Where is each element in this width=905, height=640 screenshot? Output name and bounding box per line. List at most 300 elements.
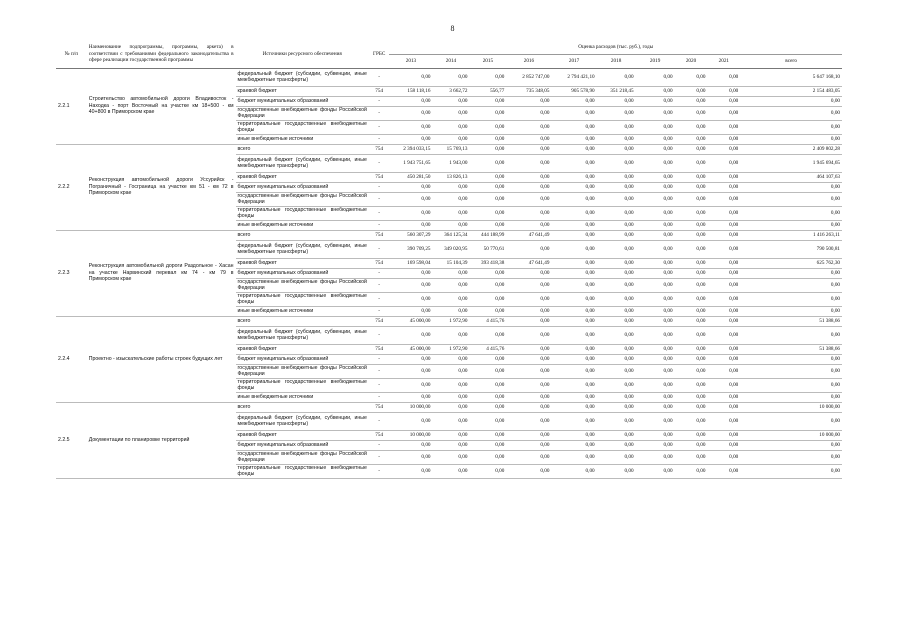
year-value: 0,00	[675, 392, 708, 402]
year-value: 0,00	[675, 86, 708, 96]
year-value: 0,00	[597, 440, 636, 450]
year-value: 0,00	[597, 450, 636, 464]
total-value: 2 154 483,05	[740, 86, 842, 96]
grbs-code: 754	[369, 86, 390, 96]
year-value: 1 943,00	[433, 154, 470, 172]
year-value: 0,00	[636, 344, 675, 354]
total-value: 1 416 263,11	[740, 230, 842, 240]
year-value: 0,00	[675, 278, 708, 292]
year-value: 0,00	[707, 412, 740, 430]
year-value: 0,00	[506, 192, 551, 206]
year-value: 0,00	[551, 258, 596, 268]
year-value: 349 020,95	[433, 240, 470, 258]
grbs-code: -	[369, 96, 390, 106]
grbs-code: -	[369, 120, 390, 134]
year-value: 0,00	[636, 450, 675, 464]
year-value: 0,00	[675, 364, 708, 378]
year-value: 0,00	[675, 230, 708, 240]
year-value: 0,00	[433, 378, 470, 392]
funding-source: федеральный бюджет (субсидии, субвенции, иные межбюджетные трансферты)	[236, 240, 369, 258]
year-value: 0,00	[433, 430, 470, 440]
total-value: 0,00	[740, 96, 842, 106]
year-value: 0,00	[551, 278, 596, 292]
col-no-header: № п/п	[56, 40, 87, 68]
total-value: 0,00	[740, 450, 842, 464]
year-value: 0,00	[675, 68, 708, 86]
year-value: 0,00	[597, 430, 636, 440]
year-value: 0,00	[675, 354, 708, 364]
year-value: 0,00	[551, 402, 596, 412]
year-value: 0,00	[636, 378, 675, 392]
year-value: 0,00	[551, 120, 596, 134]
activity-name: Проектно - изыскательские работы строек будущих лет	[87, 316, 236, 402]
grbs-code: -	[369, 220, 390, 230]
year-value: 0,00	[675, 144, 708, 154]
year-value: 0,00	[506, 172, 551, 182]
grbs-code: 754	[369, 258, 390, 268]
year-value: 0,00	[506, 96, 551, 106]
grbs-code: -	[369, 134, 390, 144]
year-value: 0,00	[469, 464, 506, 478]
year-value: 0,00	[636, 392, 675, 402]
total-value: 51 388,66	[740, 344, 842, 354]
activity-name: Реконструкция автомобильной дороги Уссурийск - Пограничный - Госграница на участке км 51 - км 72 в Приморском крае	[87, 144, 236, 230]
year-value: 0,00	[636, 86, 675, 96]
funding-source: всего	[236, 230, 369, 240]
year-value: 0,00	[433, 464, 470, 478]
funding-source: бюджет муниципальных образований	[236, 182, 369, 192]
year-value: 1 943 751,65	[389, 154, 432, 172]
year-value: 0,00	[551, 430, 596, 440]
year-value: 0,00	[636, 182, 675, 192]
year-value: 0,00	[469, 440, 506, 450]
year-value: 0,00	[389, 192, 432, 206]
year-value: 0,00	[551, 192, 596, 206]
activity-name: Реконструкция автомобильной дороги Раздольное - Хасан на участке Нарвинский перевал км 74 - км 79 в Приморском крае	[87, 230, 236, 316]
funding-source: краевой бюджет	[236, 258, 369, 268]
year-value: 0,00	[469, 192, 506, 206]
year-value: 0,00	[506, 306, 551, 316]
total-value: 0,00	[740, 192, 842, 206]
grbs-code: -	[369, 240, 390, 258]
year-value: 0,00	[469, 392, 506, 402]
year-value: 4 415,76	[469, 344, 506, 354]
year-value: 0,00	[707, 106, 740, 120]
year-value: 0,00	[506, 120, 551, 134]
year-value: 0,00	[433, 412, 470, 430]
year-value: 0,00	[707, 68, 740, 86]
funding-source: территориальные государственные внебюджетные фонды	[237, 464, 367, 477]
year-value: 0,00	[506, 182, 551, 192]
row-number: 2.2.2	[56, 144, 87, 230]
year-value: 13 826,13	[433, 172, 470, 182]
year-value: 0,00	[551, 134, 596, 144]
funding-source: всего	[236, 316, 369, 326]
year-value: 0,00	[389, 392, 432, 402]
year-value: 0,00	[636, 106, 675, 120]
funding-source: государственные внебюджетные фонды Российской Федерации	[237, 192, 367, 205]
year-value: 0,00	[469, 220, 506, 230]
year-value: 0,00	[597, 354, 636, 364]
year-value: 0,00	[636, 220, 675, 230]
year-value: 0,00	[675, 344, 708, 354]
year-value: 0,00	[597, 68, 636, 86]
year-value: 0,00	[707, 316, 740, 326]
year-value: 0,00	[675, 134, 708, 144]
total-value: 0,00	[740, 120, 842, 134]
year-value: 0,00	[433, 206, 470, 220]
total-value: 51 388,66	[740, 316, 842, 326]
year-value: 0,00	[675, 268, 708, 278]
year-value: 0,00	[506, 206, 551, 220]
year-value: 0,00	[469, 364, 506, 378]
year-value: 0,00	[597, 344, 636, 354]
year-value: 0,00	[636, 68, 675, 86]
year-value: 0,00	[597, 206, 636, 220]
year-value: 0,00	[597, 402, 636, 412]
year-value: 0,00	[707, 278, 740, 292]
funding-source: территориальные государственные внебюджетные фонды	[237, 292, 367, 305]
year-value: 393 418,38	[469, 258, 506, 268]
year-value: 0,00	[636, 240, 675, 258]
year-value: 0,00	[675, 326, 708, 344]
funding-source: федеральный бюджет (субсидии, субвенции, иные межбюджетные трансферты)	[236, 326, 369, 344]
year-value: 0,00	[707, 440, 740, 450]
year-value: 0,00	[469, 106, 506, 120]
year-header-9: всего	[740, 54, 842, 68]
year-value: 50 770,61	[469, 240, 506, 258]
total-value: 0,00	[740, 278, 842, 292]
grbs-code: 754	[369, 172, 390, 182]
year-value: 0,00	[551, 230, 596, 240]
col-grbs-header: ГРБС	[369, 40, 390, 68]
year-value: 0,00	[636, 96, 675, 106]
year-value: 0,00	[469, 268, 506, 278]
grbs-code: -	[369, 154, 390, 172]
year-value: 0,00	[675, 378, 708, 392]
funding-source: бюджет муниципальных образований	[236, 440, 369, 450]
year-value: 0,00	[597, 278, 636, 292]
grbs-code: -	[369, 364, 390, 378]
row-number: 2.2.3	[56, 230, 87, 316]
year-value: 0,00	[636, 292, 675, 306]
funding-source: бюджет муниципальных образований	[236, 354, 369, 364]
year-value: 0,00	[636, 326, 675, 344]
total-value: 10 000,00	[740, 402, 842, 412]
year-value: 0,00	[551, 392, 596, 402]
year-header-5: 2018	[597, 54, 636, 68]
total-value: 0,00	[740, 326, 842, 344]
funding-source: территориальные государственные внебюджетные фонды	[237, 206, 367, 219]
year-value: 0,00	[636, 412, 675, 430]
funding-source: федеральный бюджет (субсидии, субвенции, иные межбюджетные трансферты)	[236, 412, 369, 430]
year-header-1: 2014	[433, 54, 470, 68]
funding-source: федеральный бюджет (субсидии, субвенции, иные межбюджетные трансферты)	[236, 68, 369, 86]
year-value: 0,00	[506, 392, 551, 402]
year-value: 0,00	[597, 326, 636, 344]
col-name-header: Наименование подпрограммы, программы, аркета) в соответствии с требованиями федерального законодательства в сфере реализации государственной программы	[87, 40, 236, 68]
year-value: 0,00	[636, 258, 675, 268]
year-value: 158 118,16	[389, 86, 432, 96]
year-value: 0,00	[551, 154, 596, 172]
year-value: 0,00	[506, 344, 551, 354]
grbs-code: 754	[369, 144, 390, 154]
year-value: 0,00	[389, 440, 432, 450]
year-value: 0,00	[389, 326, 432, 344]
year-value: 0,00	[707, 378, 740, 392]
year-value: 351 218,45	[597, 86, 636, 96]
year-value: 0,00	[433, 402, 470, 412]
year-value: 0,00	[636, 134, 675, 144]
year-value: 0,00	[506, 440, 551, 450]
year-value: 0,00	[675, 440, 708, 450]
total-value: 0,00	[740, 464, 842, 478]
year-value: 0,00	[433, 120, 470, 134]
total-value: 0,00	[740, 354, 842, 364]
total-value: 0,00	[740, 392, 842, 402]
total-value: 0,00	[740, 440, 842, 450]
total-value: 10 000,00	[740, 430, 842, 440]
funding-source: краевой бюджет	[236, 172, 369, 182]
funding-source: иные внебюджетные источники	[236, 306, 369, 316]
year-value: 0,00	[707, 326, 740, 344]
year-value: 0,00	[433, 364, 470, 378]
year-value: 0,00	[636, 230, 675, 240]
year-header-7: 2020	[675, 54, 708, 68]
year-value: 0,00	[675, 412, 708, 430]
year-value: 450 281,50	[389, 172, 432, 182]
year-header-3: 2016	[506, 54, 551, 68]
year-header-0: 2013	[389, 54, 432, 68]
year-value: 0,00	[551, 182, 596, 192]
year-value: 0,00	[433, 326, 470, 344]
grbs-code: -	[369, 464, 390, 478]
year-value: 0,00	[506, 412, 551, 430]
grbs-code: -	[369, 192, 390, 206]
grbs-code: -	[369, 306, 390, 316]
year-value: 0,00	[389, 182, 432, 192]
year-value: 0,00	[597, 464, 636, 478]
year-value: 0,00	[636, 172, 675, 182]
year-value: 0,00	[551, 144, 596, 154]
year-value: 0,00	[675, 450, 708, 464]
year-value: 0,00	[636, 440, 675, 450]
year-header-4: 2017	[551, 54, 596, 68]
year-value: 0,00	[597, 154, 636, 172]
year-value: 0,00	[675, 172, 708, 182]
year-value: 0,00	[469, 278, 506, 292]
funding-source: бюджет муниципальных образований	[236, 268, 369, 278]
year-value: 0,00	[675, 306, 708, 316]
year-value: 0,00	[636, 306, 675, 316]
grbs-code: -	[369, 378, 390, 392]
year-value: 0,00	[469, 182, 506, 192]
year-value: 0,00	[636, 144, 675, 154]
col-group-header: Оценка расходов (тыс. руб.), годы	[389, 40, 842, 54]
year-value: 0,00	[707, 172, 740, 182]
year-value: 0,00	[506, 268, 551, 278]
total-value: 0,00	[740, 134, 842, 144]
year-value: 0,00	[707, 96, 740, 106]
year-value: 0,00	[506, 240, 551, 258]
total-value: 0,00	[740, 412, 842, 430]
year-header-8: 2021	[707, 54, 740, 68]
grbs-code: -	[369, 278, 390, 292]
year-value: 0,00	[433, 182, 470, 192]
year-value: 0,00	[551, 354, 596, 364]
year-value: 0,00	[506, 154, 551, 172]
year-value: 0,00	[433, 68, 470, 86]
year-value: 0,00	[597, 268, 636, 278]
year-value: 0,00	[636, 120, 675, 134]
year-value: 0,00	[675, 240, 708, 258]
funding-source: иные внебюджетные источники	[236, 134, 369, 144]
row-number: 2.2.5	[56, 402, 87, 478]
year-value: 0,00	[707, 306, 740, 316]
activity-name: Строительство автомобильной дороги Владивосток - Находка - порт Восточный на участке км 18+500 - км 40+800 в Приморском крае	[87, 68, 236, 144]
year-value: 0,00	[675, 106, 708, 120]
grbs-code: 754	[369, 316, 390, 326]
row-number: 2.2.4	[56, 316, 87, 402]
year-value: 45 000,00	[389, 316, 432, 326]
year-value: 0,00	[551, 344, 596, 354]
year-value: 0,00	[636, 206, 675, 220]
year-value: 0,00	[389, 464, 432, 478]
year-value: 0,00	[506, 354, 551, 364]
year-value: 4 415,76	[469, 316, 506, 326]
year-value: 556,77	[469, 86, 506, 96]
year-value: 0,00	[707, 464, 740, 478]
year-value: 0,00	[469, 326, 506, 344]
year-value: 0,00	[469, 430, 506, 440]
page-number: 8	[450, 24, 455, 33]
table-row	[56, 230, 842, 240]
total-value: 0,00	[740, 292, 842, 306]
year-value: 0,00	[597, 292, 636, 306]
year-value: 0,00	[636, 402, 675, 412]
year-value: 0,00	[433, 392, 470, 402]
year-value: 0,00	[597, 230, 636, 240]
year-value: 0,00	[551, 464, 596, 478]
year-value: 2 794 421,10	[551, 68, 596, 86]
year-value: 0,00	[675, 316, 708, 326]
total-value: 0,00	[740, 378, 842, 392]
year-value: 0,00	[636, 430, 675, 440]
funding-source: территориальные государственные внебюджетные фонды	[237, 120, 367, 133]
col-source-header: Источники ресурсного обеспечения	[236, 40, 369, 68]
year-value: 0,00	[597, 120, 636, 134]
year-value: 0,00	[597, 220, 636, 230]
year-value: 0,00	[636, 154, 675, 172]
year-value: 0,00	[469, 96, 506, 106]
year-value: 0,00	[597, 134, 636, 144]
year-value: 0,00	[707, 292, 740, 306]
year-value: 0,00	[551, 326, 596, 344]
year-value: 2 394 033,15	[389, 144, 432, 154]
year-value: 0,00	[675, 182, 708, 192]
year-value: 0,00	[597, 364, 636, 378]
year-value: 0,00	[469, 144, 506, 154]
year-value: 0,00	[597, 182, 636, 192]
total-value: 2 409 802,28	[740, 144, 842, 154]
budget-table	[56, 40, 842, 479]
year-value: 0,00	[597, 192, 636, 206]
year-value: 0,00	[389, 292, 432, 306]
total-value: 0,00	[740, 364, 842, 378]
year-value: 0,00	[469, 306, 506, 316]
funding-source: краевой бюджет	[236, 86, 369, 96]
year-header-2: 2015	[469, 54, 506, 68]
year-value: 0,00	[551, 306, 596, 316]
year-value: 0,00	[675, 258, 708, 268]
funding-source: государственные внебюджетные фонды Российской Федерации	[237, 278, 367, 291]
year-value: 0,00	[597, 258, 636, 268]
year-value: 0,00	[506, 316, 551, 326]
total-value: 0,00	[740, 306, 842, 316]
year-value: 0,00	[469, 292, 506, 306]
total-value: 625 762,30	[740, 258, 842, 268]
year-value: 0,00	[433, 292, 470, 306]
funding-source: бюджет муниципальных образований	[236, 96, 369, 106]
total-value: 1 945 694,65	[740, 154, 842, 172]
year-value: 0,00	[707, 392, 740, 402]
year-value: 0,00	[389, 68, 432, 86]
year-value: 0,00	[433, 106, 470, 120]
year-value: 0,00	[551, 220, 596, 230]
year-value: 0,00	[707, 86, 740, 96]
year-value: 0,00	[597, 412, 636, 430]
year-value: 0,00	[597, 144, 636, 154]
year-value: 169 598,04	[389, 258, 432, 268]
grbs-code: -	[369, 182, 390, 192]
year-value: 0,00	[675, 292, 708, 306]
year-value: 560 307,29	[389, 230, 432, 240]
year-value: 0,00	[551, 240, 596, 258]
year-value: 0,00	[707, 154, 740, 172]
year-value: 0,00	[707, 220, 740, 230]
year-value: 0,00	[707, 344, 740, 354]
year-value: 0,00	[707, 402, 740, 412]
funding-source: государственные внебюджетные фонды Российской Федерации	[237, 450, 367, 463]
year-value: 0,00	[506, 220, 551, 230]
year-value: 0,00	[506, 378, 551, 392]
grbs-code: -	[369, 268, 390, 278]
grbs-code: -	[369, 412, 390, 430]
year-value: 364 125,34	[433, 230, 470, 240]
year-value: 0,00	[675, 402, 708, 412]
table-row	[56, 316, 842, 326]
year-value: 0,00	[636, 364, 675, 378]
year-value: 0,00	[551, 450, 596, 464]
grbs-code: -	[369, 392, 390, 402]
year-value: 0,00	[636, 464, 675, 478]
year-value: 0,00	[469, 120, 506, 134]
total-value: 0,00	[740, 106, 842, 120]
year-value: 0,00	[675, 96, 708, 106]
grbs-code: -	[369, 68, 390, 86]
year-value: 0,00	[707, 240, 740, 258]
year-value: 0,00	[707, 450, 740, 464]
year-value: 0,00	[469, 402, 506, 412]
year-value: 0,00	[551, 106, 596, 120]
funding-source: краевой бюджет	[236, 344, 369, 354]
grbs-code: 754	[369, 402, 390, 412]
table-row	[56, 402, 842, 412]
year-value: 0,00	[636, 316, 675, 326]
year-value: 0,00	[506, 402, 551, 412]
year-value: 45 000,00	[389, 344, 432, 354]
year-value: 0,00	[469, 154, 506, 172]
